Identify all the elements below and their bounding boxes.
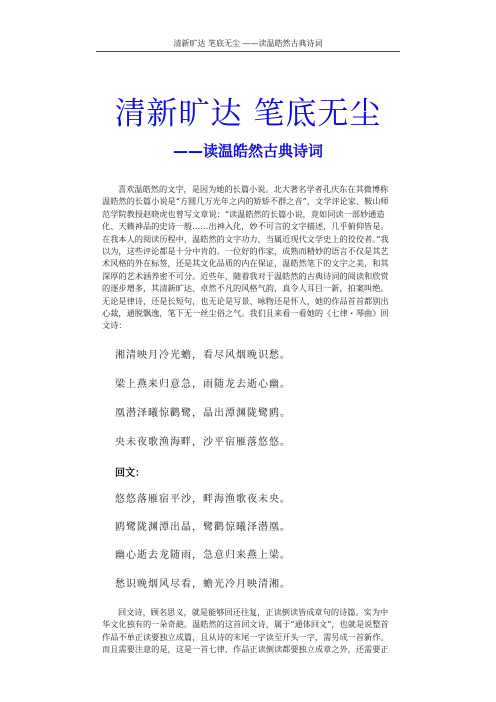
header-rule <box>96 51 400 52</box>
huiwen-label: 回文： <box>115 468 145 479</box>
poem-line: 央未夜歌渔海畔，沙平宿雁落悠悠。 <box>115 437 291 448</box>
huiwen-poem-line: 幽心逝去龙随雨，急意归来燕上梁。 <box>115 550 291 561</box>
poem-line: 湘清映月冷光蟾，看尽风烟晚识愁。 <box>115 350 291 361</box>
huiwen-poem-line: 悠悠落雁宿平沙，畔海渔歌夜未央。 <box>115 494 291 505</box>
huiwen-poem-line: 愁识晚烟风尽看，蟾光冷月映清湘。 <box>115 579 291 590</box>
intro-paragraph: 喜欢温皓然的文字，是因为她的长篇小说。北大著名学者孔庆东在其微博称温皓然的长篇小说是“方圆几万光年之内的矫矫不群之音”，文学评论家、鞍山师范学院教授赵晓虎也曾写文章说：“读温皓然的长篇小说，竟如同读一部妙通造化、天籁神品的史诗一般……出神入化，妙不可言的文字描述，几乎俯仰皆是。在我本人的阅读历程中，温皓然的文字功力，当属近现代文学史上的佼佼者。”我以为，这些评论都是十分中肯的。一位好的作家，成熟而精妙的语言不仅是其艺术风格的外在标签，还是其文化品质的内在保证，温皓然笔下的文字之美，和其深厚的艺术涵养密不可分。近些年，随着我对于温皓然的古典诗词的阅读和欣赏的逐步增多，其清新旷达、卓然不凡的风格气韵，真令人耳目一新，拍案叫绝。无论是律诗，还是长短句，也无论是写景、咏物还是怀人，她的作品首首都别出心裁，通脱飘逸，笔下无一丝尘俗之气。我们且来看一看她的《七律・琴曲》回文诗： <box>102 184 389 331</box>
running-header: 清新旷达 笔底无尘 ——读温皓然古典诗词 <box>173 39 323 48</box>
poem-line: 凰潜泽曦惊鹳鹭，晶出潭渊陇鹭鸥。 <box>115 408 291 419</box>
page-title: 清新旷达 笔底无尘 <box>114 96 382 132</box>
body-paragraph: 回文诗，顾名思义，就是能够回还往复，正读倒读皆成章句的诗篇。实为中华文化独有的一朵奇葩。温皓然的这首回文诗，属于“通体回文”，也就是说整首作品不单正读要独立成篇，且从诗的末尾一字读至开头一字，需另成一首新作。而且需要注意的是，这是一首七律，作品正读倒读都要独立成章之外，还需要正 <box>102 607 389 655</box>
poem-line: 梁上燕来归意急，雨随龙去逝心幽。 <box>115 379 291 390</box>
huiwen-poem-line: 鸥鹭陇渊潭出晶，鹭鹳惊曦泽潜凰。 <box>115 522 291 533</box>
page-subtitle: ——读温皓然古典诗词 <box>172 142 323 160</box>
